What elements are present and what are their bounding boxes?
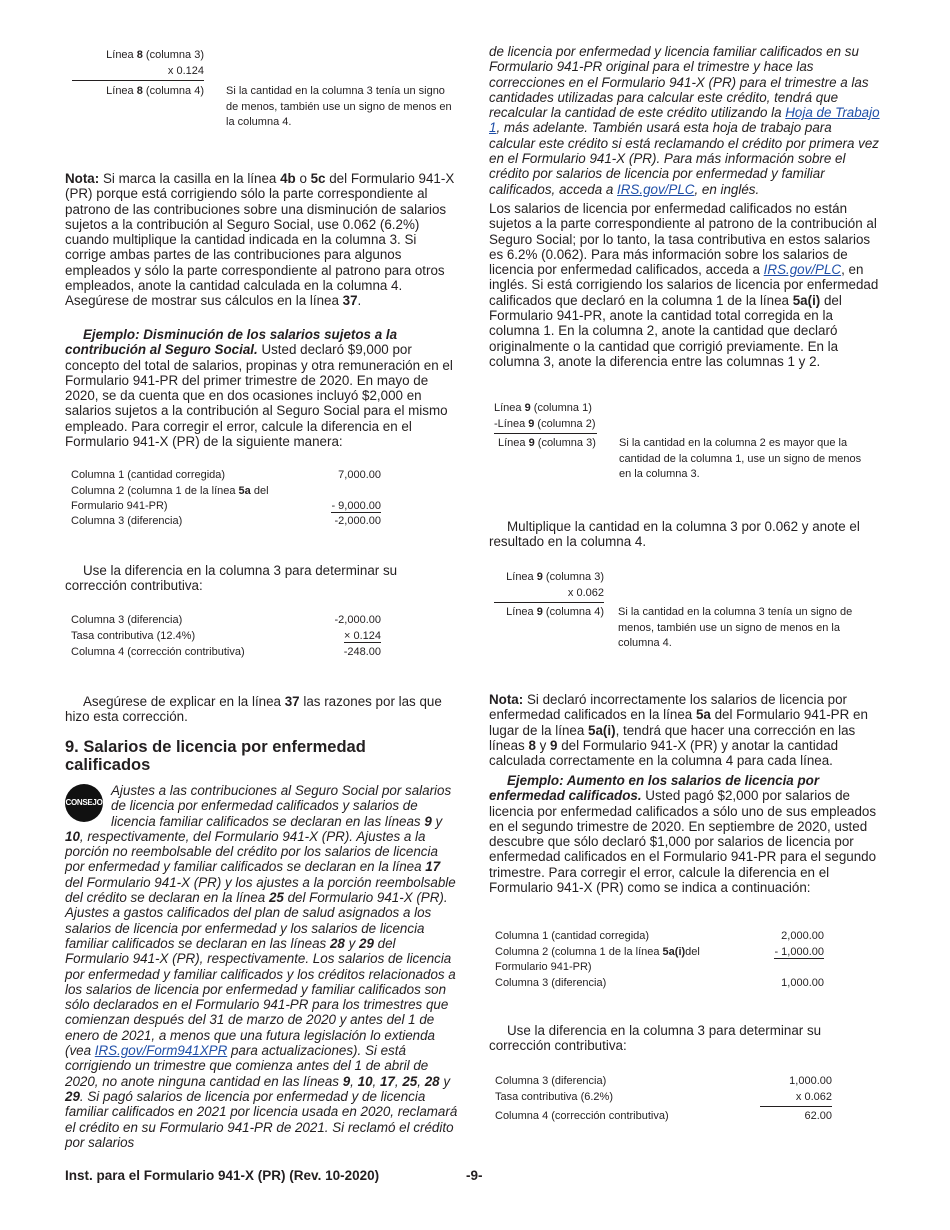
table4-label: Columna 3 (diferencia) bbox=[495, 1075, 607, 1087]
tip-paragraph: Ajustes a las contribuciones al Seguro Social por salarios de licencia por enfermedad calificados y salarios de licencia familiar calificados se declaran en las líneas 9 y 10, respectivamente, del Formulario 941-X (PR). Ajustes a la porción no reembolsable del crédito por los salarios de licencia por enfermedad y familiar calificados se declaran en la línea 17 del Formulario 941-X (PR) y los ajustes a la porción reembolsable del crédito se declaran en la línea 25 del Formulario 941-X (PR). Ajustes a gastos calificados del plan de salud asignados a los salarios de licencia por enfermedad y los salarios de licencia familiar calificados se declaran en las líneas 28 y 29 del Formulario 941-X (PR), respectivamente. Los salarios de licencia por enfermedad y familiar calificados y los créditos relacionados a los salarios de licencia por enfermedad y familiar calificados son sólo declarados en el Formulario 941-PR para los trimestres que comienzan después del 31 de marzo de 2020 y antes del 1 de enero de 2021, a menos que una futura legislación lo extienda (vea IRS.gov/Form941XPR para actualizaciones). Si está corrigiendo un trimestre que comienza antes del 1 de abril de 2020, no anote ninguna cantidad en las líneas 9, 10, 17, 25, 28 y 29. Si pagó salarios de licencia por enfermedad y de licencia familiar calificados en 2021 por licencia usada en 2020, reclamará el crédito en su Formulario 941-PR de 2021. Si reclamó el crédito por salarios bbox=[65, 783, 458, 1150]
hoja-trabajo-link[interactable]: Hoja de Trabajo 1 bbox=[489, 105, 880, 136]
table1-label: Columna 1 (cantidad corregida) bbox=[71, 469, 226, 481]
continuation-paragraph: de licencia por enfermedad y licencia familiar calificados en su Formulario 941-PR original para el trimestre y hace las correcciones en el Formulario 941-X (PR) para el trimestre a las cantidades utilizadas para calcular este crédito, tendrá que recalcular la cantidad de este crédito utilizando la Hoja de Trabajo 1, más adelante. También usará esta hoja de trabajo para calcular este crédito si está reclamando el crédito por primera vez en el Formulario 941-X (PR). Para más información sobre el crédito por salarios de licencia por enfermedad y familiar calificados, acceda a IRS.gov/PLC, en inglés. bbox=[489, 44, 880, 197]
consejo-icon: CONSEJO bbox=[65, 784, 103, 822]
table3-value: 2,000.00 bbox=[781, 930, 824, 942]
calc-note: Si la cantidad en la columna 3 tenía un signo de menos, también use un signo de menos en la columna 4. bbox=[226, 85, 452, 128]
irs-plc-link[interactable]: IRS.gov/PLC bbox=[763, 262, 842, 278]
table2-label: Columna 4 (corrección contributiva) bbox=[71, 646, 245, 658]
salarios-paragraph: Los salarios de licencia por enfermedad calificados no están sujetos a la parte correspondiente al patrono de la contribución al Seguro Social; por lo tanto, la tasa contributiva en estos salarios es 6.2% (0.062). Para más información sobre los salarios de licencia por enfermedad calificados, acceda a IRS.gov/PLC, en inglés. Si está corrigiendo los salarios de licencia por enfermedad calificados que declaró en la columna 1 de la línea 5a(i) del Formulario 941-PR, anote la cantidad total corregida en la columna 1. En la columna 2, anote la cantidad que declaró originalmente o la cantidad que corrigió previamente. En la columna 3, anote la diferencia entre las columnas 1 y 2. bbox=[489, 201, 879, 369]
use-diff2-paragraph: Use la diferencia en la columna 3 para determinar su corrección contributiva: bbox=[489, 1023, 822, 1054]
use-diff-paragraph: Use la diferencia en la columna 3 para determinar su corrección contributiva: bbox=[65, 563, 398, 594]
calc2-note: Si la cantidad en la columna 2 es mayor que la cantidad de la columna 1, use un signo de menos en la columna 3. bbox=[619, 437, 862, 480]
calc3-note: Si la cantidad en la columna 3 tenía un signo de menos, también use un signo de menos en la columna 4. bbox=[618, 606, 853, 649]
table3-label: Columna 1 (cantidad corregida) bbox=[495, 930, 650, 942]
table4-value: x 0.062 bbox=[760, 1090, 832, 1107]
calc-line-3: Línea 8 (columna 4) bbox=[106, 85, 204, 97]
table3-label: Columna 2 (columna 1 de la línea 5a(i)del bbox=[495, 946, 700, 958]
calc-line-1: Línea 8 (columna 3) bbox=[106, 49, 204, 61]
calc3-line-3: Línea 9 (columna 4) bbox=[506, 606, 604, 618]
calc2-line-2: -Línea 9 (columna 2) bbox=[494, 417, 597, 434]
table1-value: 7,000.00 bbox=[338, 469, 381, 481]
table3-value: - 1,000.00 bbox=[774, 946, 824, 958]
irs-plc-link[interactable]: IRS.gov/PLC bbox=[617, 181, 695, 197]
table2-label: Tasa contributiva (12.4%) bbox=[71, 630, 196, 642]
table1-label: Columna 3 (diferencia) bbox=[71, 515, 183, 527]
nota-paragraph: Nota: Si marca la casilla en la línea 4b o 5c del Formulario 941-X (PR) porque está corrigiendo sólo la parte correspondiente al patrono de las contribuciones sobre una disminución de salarios sujetos a la contribución al Seguro Social, use 0.062 (6.2%) cuando multiplique la cantidad indicada en la columna 3. Si corrige ambas partes de las contribuciones para algunos empleados y sólo la parte correspondiente al patrono para otros empleados, anote la cantidad calculada en la columna 4. Asegúrese de mostrar sus cálculos en la línea 37. bbox=[65, 171, 455, 309]
calc3-line-1: Línea 9 (columna 3) bbox=[506, 571, 604, 583]
table1-value: - 9,000.00 bbox=[331, 500, 381, 512]
table4-value: 1,000.00 bbox=[789, 1075, 832, 1087]
page-number: -9- bbox=[466, 1168, 483, 1183]
calc2-line-3: Línea 9 (columna 3) bbox=[498, 437, 596, 449]
asegurese-paragraph: Asegúrese de explicar en la línea 37 las razones por las que hizo esta corrección. bbox=[65, 694, 442, 725]
irs-form941xpr-link[interactable]: IRS.gov/Form941XPR bbox=[94, 1043, 228, 1059]
multiply-paragraph: Multiplique la cantidad en la columna 3 por 0.062 y anote el resultado en la columna 4. bbox=[489, 519, 860, 550]
table3-label: Formulario 941-PR) bbox=[495, 961, 592, 973]
ejemplo2-paragraph: Ejemplo: Aumento en los salarios de licencia por enfermedad calificados. Usted pagó $2,000 por salarios de licencia por enfermedad calificados a sólo uno de sus empleados en el segundo trimestre de 2020. En septiembre de 2020, usted descubre que sólo declaró $1,000 por salarios de licencia por enfermedad calificados en el Formulario 941-PR para el segundo trimestre. Para corregir el error, calcule la diferencia en el Formulario 941-X (PR) como se indica a continuación: bbox=[489, 773, 877, 896]
table4-value: 62.00 bbox=[804, 1110, 832, 1122]
footer-title: Inst. para el Formulario 941-X (PR) (Rev. 10-2020) bbox=[65, 1168, 380, 1183]
table1-value: -2,000.00 bbox=[334, 515, 381, 527]
table1-label: Formulario 941-PR) bbox=[71, 500, 168, 512]
ejemplo-paragraph: Ejemplo: Disminución de los salarios sujetos a la contribución al Seguro Social. Usted declaró $9,000 por concepto del total de salarios, propinas y otra remuneración en el Formulario 941-PR del primer trimestre de 2020. En mayo de 2020, se da cuenta que en dos ocasiones incluyó $2,000 en salarios sujetos a la contribución al Seguro Social para el mismo empleado. Para corregir el error, calcule la diferencia en el Formulario 941-X (PR) de la siguiente manera: bbox=[65, 327, 453, 450]
table4-label: Tasa contributiva (6.2%) bbox=[495, 1091, 613, 1103]
table2-value: × 0.124 bbox=[343, 630, 381, 642]
table3-value: 1,000.00 bbox=[781, 977, 824, 989]
section-heading: 9. Salarios de licencia por enfermedad calificados bbox=[65, 738, 366, 774]
table2-value: -248.00 bbox=[343, 646, 381, 658]
table2-label: Columna 3 (diferencia) bbox=[71, 614, 183, 626]
nota2-paragraph: Nota: Si declaró incorrectamente los salarios de licencia por enfermedad calificados en la línea 5a del Formulario 941-PR en lugar de la línea 5a(i), tendrá que hacer una corrección en las líneas 8 y 9 del Formulario 941-X (PR) y anotar la cantidad calculada correctamente en la columna 4 para cada línea. bbox=[489, 692, 868, 769]
calc2-line-1: Línea 9 (columna 1) bbox=[494, 402, 592, 414]
calc-line-2: x 0.124 bbox=[72, 64, 204, 81]
table1-label: Columna 2 (columna 1 de la línea 5a del bbox=[71, 485, 269, 497]
calc3-line-2: x 0.062 bbox=[494, 586, 604, 603]
table2-value: -2,000.00 bbox=[334, 614, 381, 626]
table4-label: Columna 4 (corrección contributiva) bbox=[495, 1110, 669, 1122]
table3-label: Columna 3 (diferencia) bbox=[495, 977, 607, 989]
